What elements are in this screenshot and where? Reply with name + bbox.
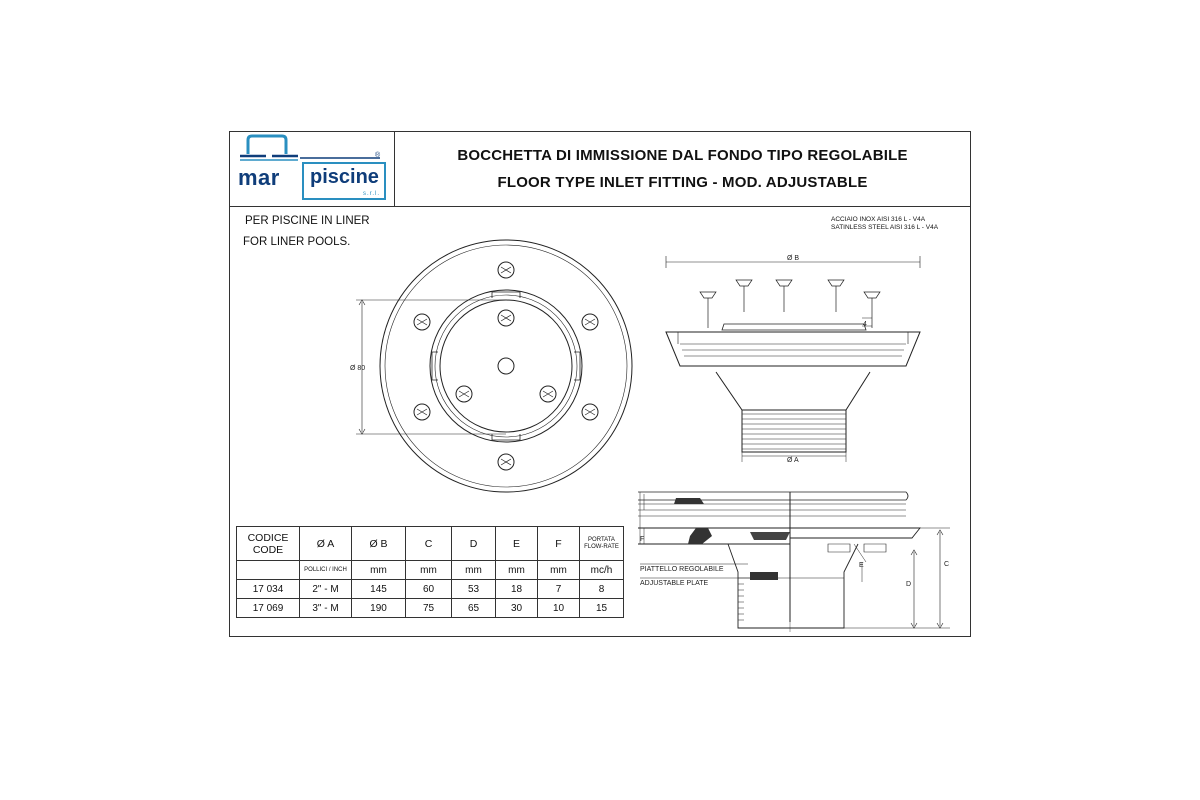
table-cell: 7 (538, 580, 580, 599)
dim-b-label: Ø B (787, 255, 800, 262)
table-cell: 145 (352, 580, 406, 599)
brand-piscine: piscine (310, 166, 379, 188)
table-cell: 3" - M (300, 599, 352, 618)
unit-cell: mm (496, 561, 538, 580)
plate-label-english: ADJUSTABLE PLATE (640, 580, 709, 587)
header-a: Ø A (300, 527, 352, 561)
header-e: E (496, 527, 538, 561)
header-f: F (538, 527, 580, 561)
header-code: CODICE CODE (237, 527, 300, 561)
header-d: D (452, 527, 496, 561)
table-cell: 17 034 (237, 580, 300, 599)
header-flow-rate: PORTATA FLOW-RATE (580, 527, 624, 561)
note-liner-italian: PER PISCINE IN LINER (245, 215, 370, 227)
unit-cell: mc/h (580, 561, 624, 580)
header-c: C (406, 527, 452, 561)
table-cell: 53 (452, 580, 496, 599)
table-row (237, 580, 624, 599)
top-view-drawing (356, 240, 632, 492)
dim-80-label: Ø 80 (350, 365, 366, 372)
table-header-row (237, 527, 624, 561)
table-cell: 8 (580, 580, 624, 599)
header-b: Ø B (352, 527, 406, 561)
unit-cell: mm (452, 561, 496, 580)
table-cell: 10 (538, 599, 580, 618)
section-detail-drawing (638, 492, 950, 632)
table-cell: 65 (452, 599, 496, 618)
unit-cell: mm (352, 561, 406, 580)
unit-cell: mm (406, 561, 452, 580)
dim-4-label: 4 (863, 321, 867, 328)
table-cell: 30 (496, 599, 538, 618)
dim-e-label: E (859, 562, 864, 569)
brand-mar: mar (238, 165, 280, 190)
technical-sheet (229, 131, 971, 637)
table-cell: 75 (406, 599, 452, 618)
table-cell: 15 (580, 599, 624, 618)
unit-cell: mm (538, 561, 580, 580)
note-liner-english: FOR LINER POOLS. (243, 236, 351, 248)
screws-side (700, 280, 880, 328)
material-italian: ACCIAIO INOX AISI 316 L - V4A (831, 216, 926, 223)
table-units-row (237, 561, 624, 580)
material-english: SATINLESS STEEL AISI 316 L - V4A (831, 224, 939, 231)
unit-cell (237, 561, 300, 580)
specification-table (236, 526, 624, 618)
brand-srl: s.r.l. (362, 191, 380, 197)
unit-cell: POLLICI / INCH (300, 561, 352, 580)
side-view-drawing (666, 256, 920, 462)
plate-label-italian: PIATTELLO REGOLABILE (640, 566, 724, 573)
table-cell: 17 069 (237, 599, 300, 618)
screw-heads (414, 262, 598, 470)
table-cell: 60 (406, 580, 452, 599)
table-cell: 2" - M (300, 580, 352, 599)
dim-d-label: D (906, 581, 912, 588)
table-row (237, 599, 624, 618)
title-italian: BOCCHETTA DI IMMISSIONE DAL FONDO TIPO REGOLABILE (457, 147, 908, 164)
dim-a-label: Ø A (787, 457, 799, 464)
table-cell: 18 (496, 580, 538, 599)
brand-registered: ® (375, 152, 381, 159)
dim-f-label: F (640, 536, 645, 543)
table-cell: 190 (352, 599, 406, 618)
title-english: FLOOR TYPE INLET FITTING - MOD. ADJUSTABLE (497, 174, 868, 191)
dim-c-label: C (944, 561, 950, 568)
